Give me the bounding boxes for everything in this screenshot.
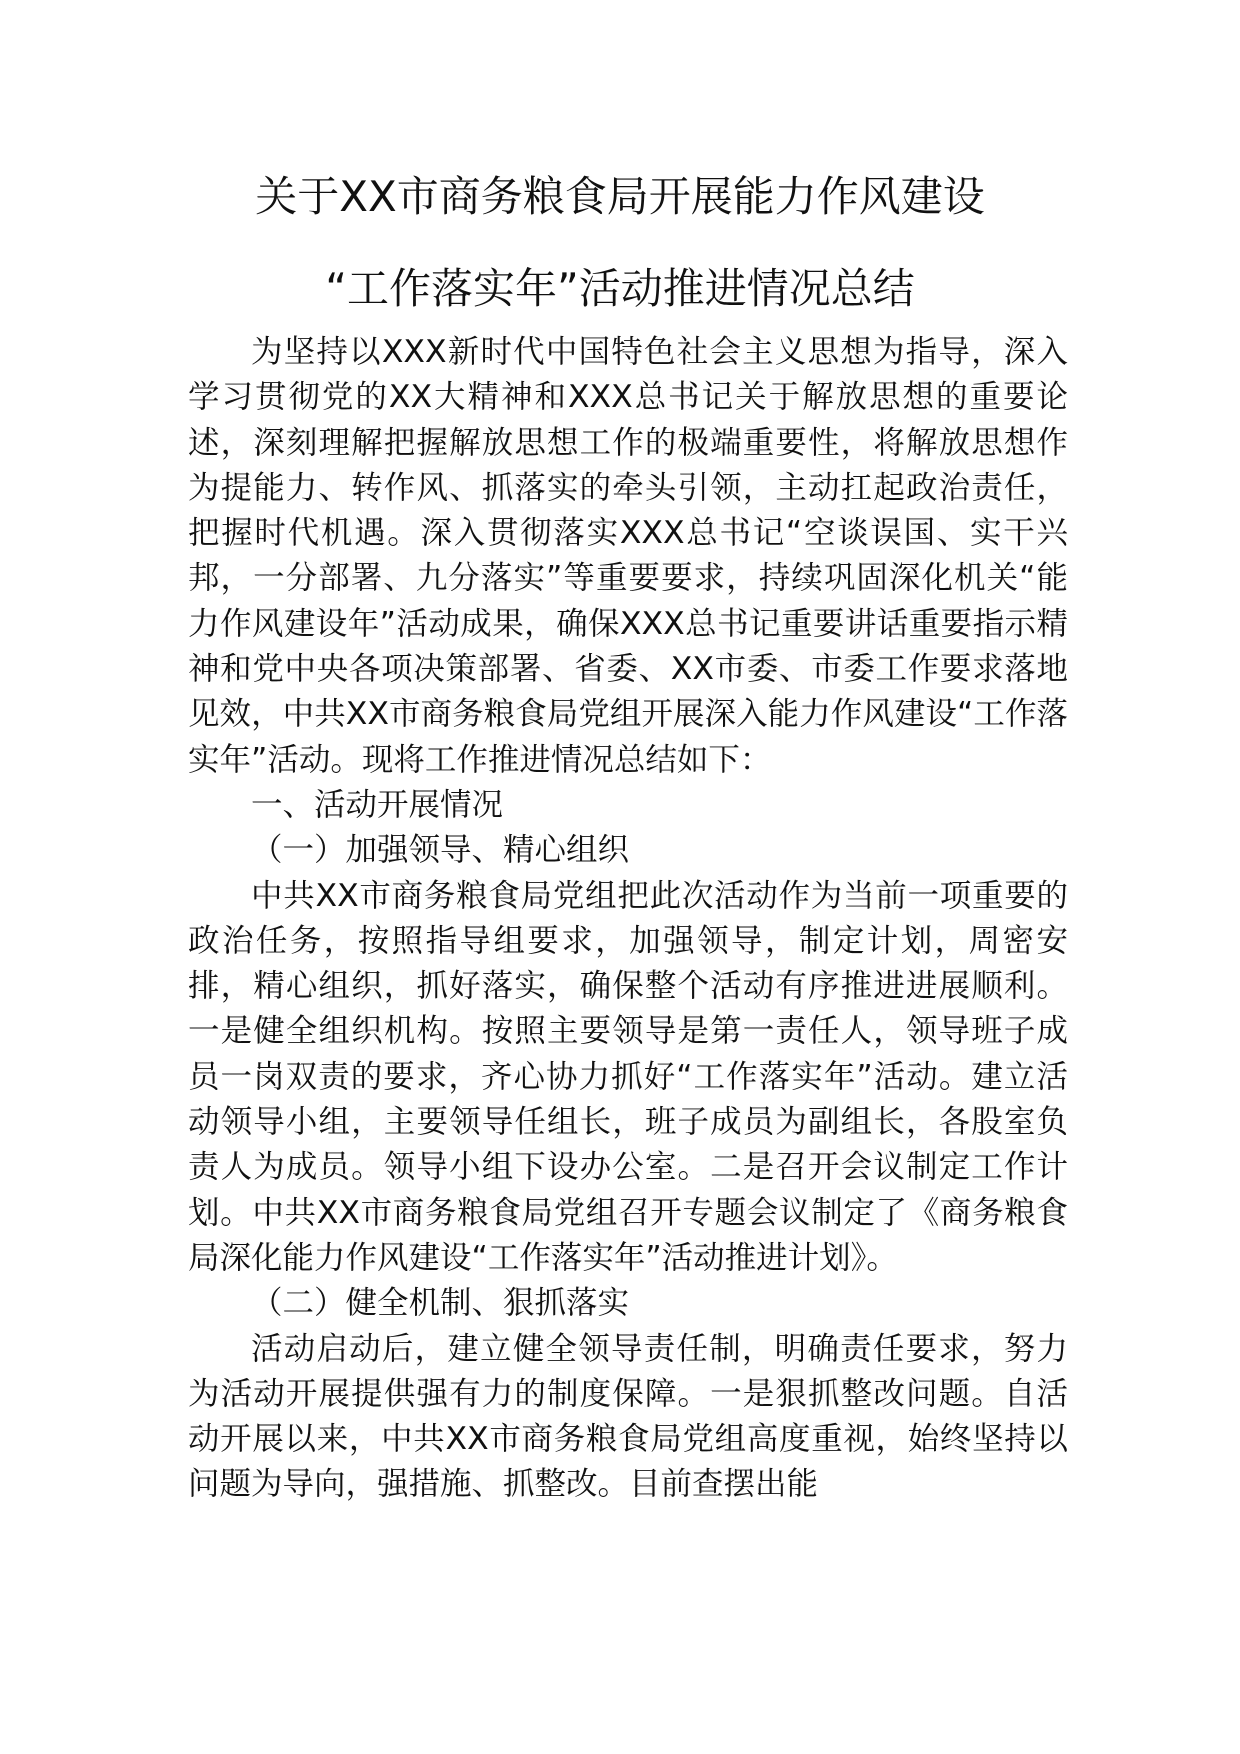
subsection-heading-2: （二）健全机制、狠抓落实	[251, 1285, 630, 1322]
subsection-heading-1: （一）加强领导、精心组织	[251, 832, 630, 869]
paragraph-intro: 为坚持以XXX新时代中国特色社会主义思想为指导，深入学习贯彻党的XX大精神和XXX总书记关于解放思想的重要论述，深刻理解把握解放思想工作的极端重要性，将解放思想作为提能力、转作风、抓落实的牵头引领，主动扛起政治责任，把握时代机遇。深入贯彻落实XXX总书记“空谈误国、实干兴邦，一分部署、九分落实”等重要要求，持续巩固深化机关“能力作风建设年”活动成果，确保XXX总书记重要讲话重要指示精神和党中央各项决策部署、省委、XX市委、市委工作要求落地见效，中共XX市商务粮食局党组开展深入能力作风建设“工作落实年”活动。现将工作推进情况总结如下：	[188, 334, 1068, 778]
document-title-line-2: “工作落实年”活动推进情况总结	[325, 264, 915, 313]
section-heading-1: 一、活动开展情况	[251, 786, 504, 823]
document-title-line-1: 关于XX市商务粮食局开展能力作风建设	[255, 172, 985, 221]
paragraph-mechanism: 活动启动后，建立健全领导责任制，明确责任要求，努力为活动开展提供强有力的制度保障。一是狠抓整改问题。自活动开展以来，中共XX市商务粮食局党组高度重视，始终坚持以问题为导向，强措施、抓整改。目前查摆出能	[188, 1330, 1068, 1503]
document-body	[188, 330, 1068, 1508]
paragraph-leadership: 中共XX市商务粮食局党组把此次活动作为当前一项重要的政治任务，按照指导组要求，加强领导，制定计划，周密安排，精心组织，抓好落实，确保整个活动有序推进进展顺利。一是健全组织机构。按照主要领导是第一责任人，领导班子成员一岗双责的要求，齐心协力抓好“工作落实年”活动。建立活动领导小组，主要领导任组长，班子成员为副组长，各股室负责人为成员。领导小组下设办公室。二是召开会议制定工作计划。中共XX市商务粮食局党组召开专题会议制定了《商务粮食局深化能力作风建设“工作落实年”活动推进计划》。	[188, 877, 1068, 1276]
